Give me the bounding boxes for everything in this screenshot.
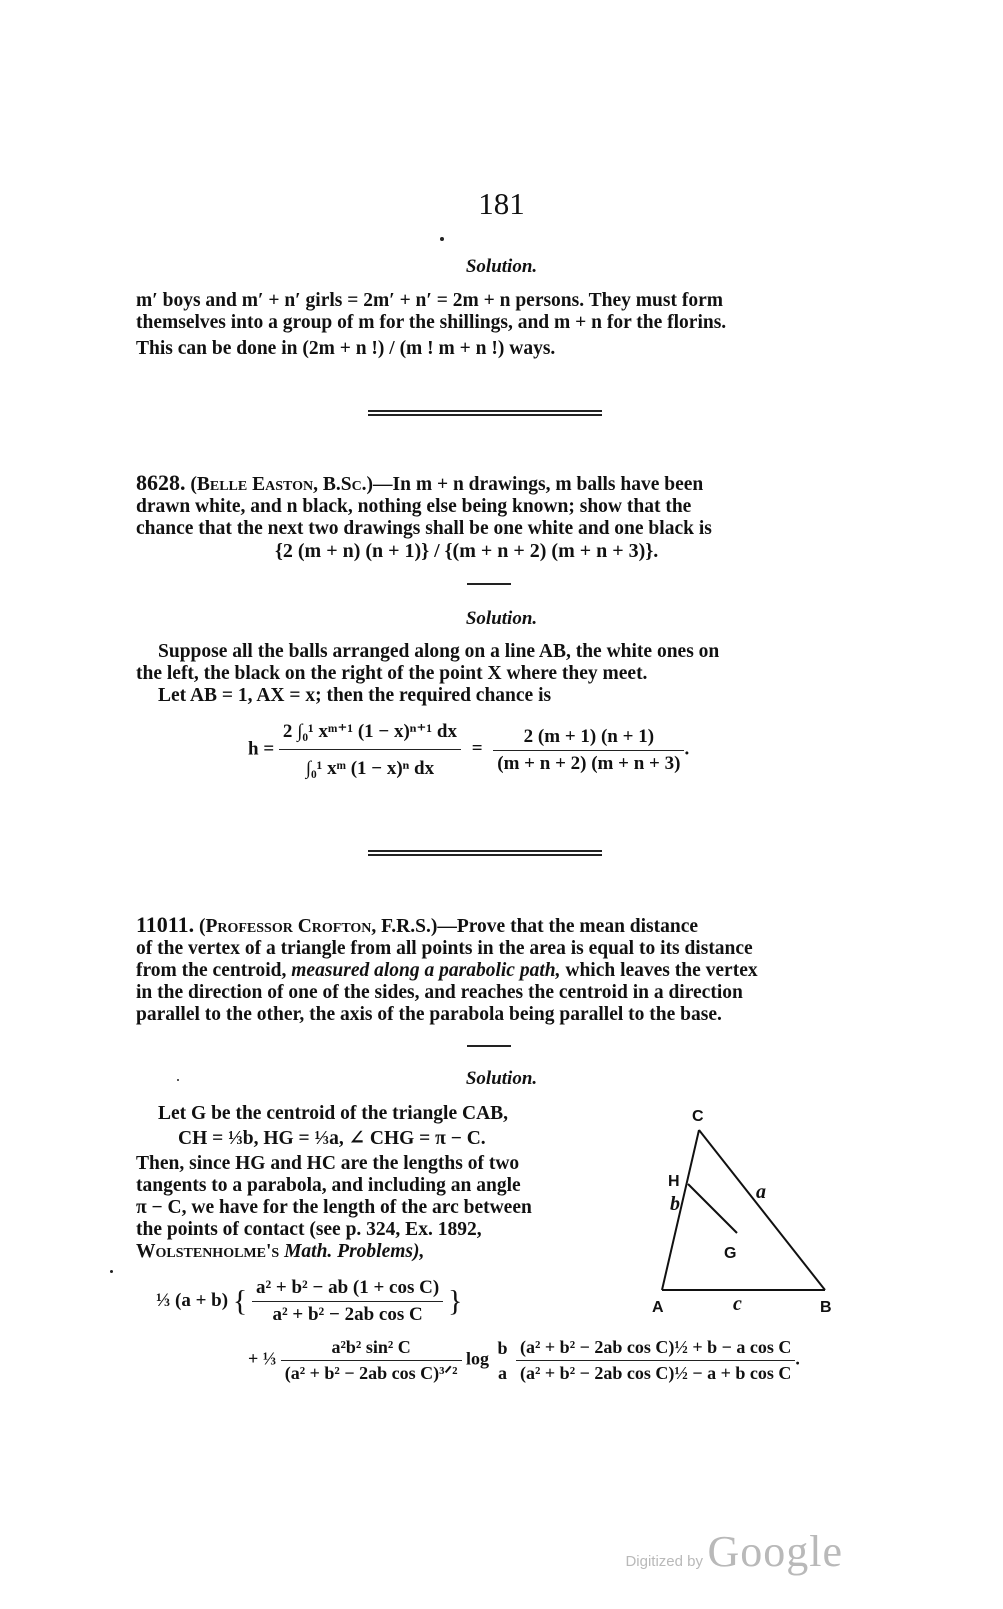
ratio-numerator: b (497, 1337, 508, 1358)
arc-formula-line-2 (248, 1337, 800, 1384)
solution-3-text (136, 1103, 616, 1263)
watermark-prefix: Digitized by (625, 1553, 704, 1570)
text-line: tangents to a parabola, and including an angle (136, 1175, 521, 1196)
result-denominator: (m + n + 2) (m + n + 3) (497, 752, 681, 774)
integral-denominator: ∫₀¹ xᵐ (1 − x)ⁿ dx (305, 758, 435, 779)
text-line: drawn white, and n black, nothing else being known; show that the (136, 496, 692, 517)
text-line (136, 960, 838, 982)
label-b: b (670, 1193, 680, 1215)
eq-equals: = (471, 738, 483, 760)
text-line: m′ boys and m′ + n′ girls = 2m′ + n′ = 2m + n persons. They must form (136, 290, 723, 311)
speck (440, 237, 444, 241)
problem-8628-formula: {2 (m + n) (n + 1)} / {(m + n + 2) (m + n + 3)}. (275, 540, 659, 562)
text-line: themselves into a group of m for the shillings, and m + n for the florins. (136, 312, 727, 333)
page-number: 181 (478, 186, 525, 221)
text-fragment: which leaves the vertex (565, 960, 758, 981)
chance-equation (248, 720, 689, 780)
problem-author: (Belle Easton, B.Sc.) (190, 474, 374, 495)
solution-heading-3: Solution. (465, 1068, 538, 1089)
text-line: —Prove that the mean distance (437, 916, 699, 937)
triangle-diagram (640, 1100, 840, 1315)
formula-end: . (795, 1348, 800, 1369)
problem-8628 (136, 472, 838, 540)
eq-end: . (684, 738, 690, 760)
ratio-fraction (494, 1338, 512, 1384)
text-line: Suppose all the balls arranged along on a line AB, the white ones on (158, 641, 720, 662)
label-b-vertex: B (820, 1299, 832, 1315)
text-line: parallel to the other, the axis of the parabola being parallel to the base. (136, 1004, 722, 1025)
text-line: Let AB = 1, AX = x; then the required chance is (158, 685, 552, 706)
formula-numerator: a²b² sin² C (281, 1337, 462, 1361)
log-operator: log (466, 1348, 490, 1369)
text-line: This can be done in (2m + n !) / (m ! m + n !) ways. (136, 338, 556, 359)
speck (177, 1079, 179, 1081)
text-line: of the vertex of a triangle from all points in the area is equal to its distance (136, 938, 753, 959)
text-line: CH = ⅓b, HG = ⅓a, ∠ CHG = π − C. (178, 1128, 486, 1149)
solution-2-text (136, 641, 838, 707)
problem-number: 11011. (136, 912, 195, 937)
label-g: G (724, 1245, 737, 1262)
label-c: C (692, 1108, 704, 1125)
formula-denominator: a² + b² − 2ab cos C (272, 1304, 423, 1325)
solution-heading-1: Solution. (465, 256, 538, 277)
problem-author: (Professor Crofton, F.R.S.) (198, 916, 438, 937)
text-line: π − C, we have for the length of the arc between (136, 1197, 532, 1218)
problem-number: 8628. (136, 470, 186, 495)
speck (110, 1270, 113, 1273)
log-argument-fraction (516, 1337, 795, 1384)
integral-numerator: 2 ∫₀¹ xᵐ⁺¹ (1 − x)ⁿ⁺¹ dx (279, 720, 461, 750)
text-line: Then, since HG and HC are the lengths of two (136, 1153, 520, 1174)
solution-1-text (136, 290, 838, 360)
label-a: a (756, 1181, 766, 1203)
side-cb (699, 1130, 825, 1290)
result-numerator: 2 (m + 1) (n + 1) (493, 726, 684, 751)
problem-11011 (136, 914, 838, 1026)
text-line: the points of contact (see p. 324, Ex. 1892, (136, 1219, 482, 1240)
segment-hg (688, 1184, 737, 1233)
log-argument-denominator: (a² + b² − 2ab cos C)½ − a + b cos C (520, 1363, 792, 1383)
text-line: Let G be the centroid of the triangle CAB, (158, 1103, 509, 1124)
text-line: the left, the black on the right of the point X where they meet. (136, 663, 648, 684)
reference-title: Math. Problems), (284, 1241, 425, 1262)
emphasis-text: measured along a parabolic path, (291, 960, 561, 981)
solution-heading-2: Solution. (465, 608, 538, 629)
label-a-vertex: A (652, 1299, 664, 1315)
reference-author: Wolstenholme's (136, 1241, 280, 1262)
formula-numerator: a² + b² − ab (1 + cos C) (252, 1277, 443, 1302)
text-fragment: from the centroid, (136, 960, 287, 981)
digitized-watermark (625, 1526, 843, 1577)
short-divider (467, 1045, 511, 1047)
brace-close: } (447, 1284, 463, 1318)
ratio-denominator: a (498, 1362, 508, 1383)
label-c-side: c (733, 1293, 742, 1315)
formula-fraction (252, 1277, 443, 1326)
formula-fraction (281, 1337, 462, 1384)
integral-fraction (279, 720, 461, 780)
google-logo: Google (707, 1527, 843, 1576)
side-ca (662, 1130, 699, 1290)
text-line (136, 1241, 616, 1263)
formula-denominator: (a² + b² − 2ab cos C)³ᐟ² (284, 1363, 458, 1383)
problem-first-line (136, 472, 838, 496)
text-line: chance that the next two drawings shall be one white and one black is (136, 518, 712, 539)
formula-coefficient: + ⅓ (248, 1348, 277, 1369)
text-line: —In m + n drawings, m balls have been (373, 474, 704, 495)
text-line: in the direction of one of the sides, and reaches the centroid in a direction (136, 982, 743, 1003)
brace-open: { (232, 1284, 248, 1318)
result-fraction (493, 726, 684, 775)
arc-formula-line-1 (156, 1277, 462, 1326)
label-h: H (668, 1173, 680, 1190)
eq-lhs: h = (248, 738, 275, 760)
short-divider (467, 583, 511, 585)
log-argument-numerator: (a² + b² − 2ab cos C)½ + b − a cos C (516, 1337, 795, 1361)
section-divider-2 (368, 850, 602, 856)
formula-coefficient: ⅓ (a + b) (156, 1289, 229, 1311)
problem-first-line (136, 914, 838, 938)
section-divider-1 (368, 410, 602, 416)
